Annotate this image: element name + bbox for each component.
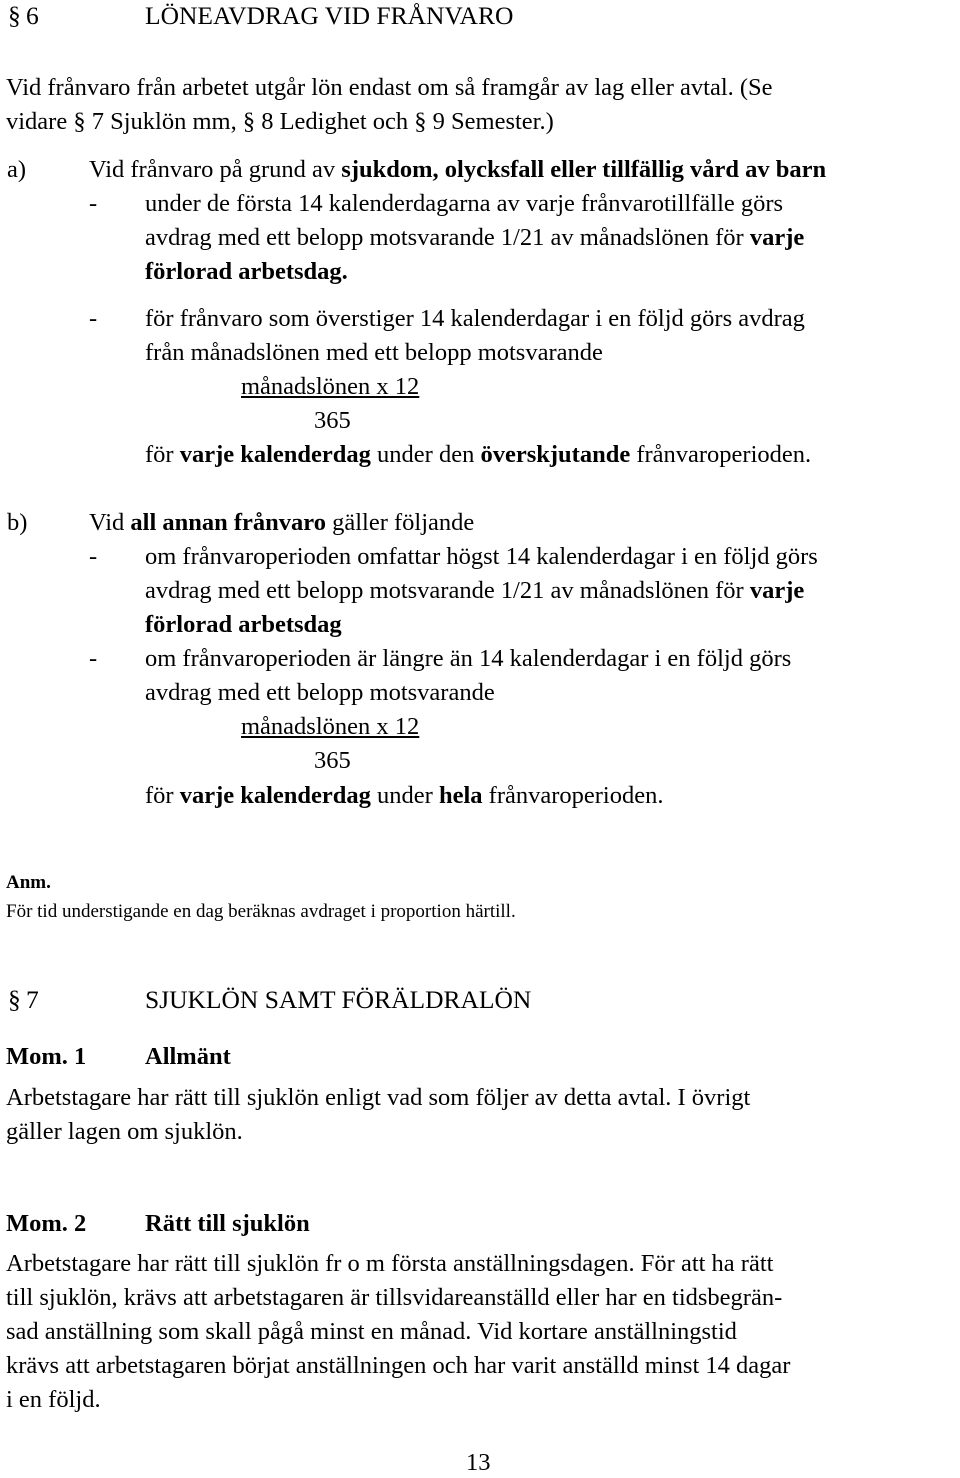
mom2-line-3: sad anställning som skall pågå minst en månad. Vid kortare anställningstid [6,1318,737,1345]
bold-text: varje kalenderdag [179,441,371,468]
item-b-d1-line-3 [145,610,342,640]
ref-sjuklon: 7 Sjuklön mm, [91,108,237,135]
item-b-line-1 [89,508,474,538]
bold-text: förlorad arbetsdag [145,611,342,638]
item-a-d1-line-2 [145,223,804,253]
item-a-marker: a) [7,156,27,183]
mom1-line-1: Arbetstagare har rätt till sjuklön enligt vad som följer av detta avtal. I övrigt [6,1084,751,1111]
text: för [145,782,180,809]
section-sign: § [73,108,86,135]
text: frånvaroperioden. [482,782,664,809]
section-sign: § [414,108,427,135]
formula-denominator: 365 [314,407,351,434]
text: för [145,441,180,468]
section-6-sign: § [8,1,21,30]
formula-denominator: 365 [314,747,351,774]
text: gäller följande [326,509,475,536]
bold-text: all annan frånvaro [130,509,326,536]
item-b-d2-line-5 [145,781,663,811]
item-a-line-1 [89,155,826,185]
ref-semester: 9 Semester.) [432,108,554,135]
anm-text: För tid understigande en dag beräknas avdraget i proportion härtill. [6,901,516,922]
item-a-d1-line-3 [145,257,348,287]
mom2-title [145,1209,310,1239]
section-6-number: 6 [26,1,39,30]
item-b-dash-2: - [89,645,98,672]
item-b-dash-1: - [89,543,98,570]
item-a-dash-2: - [89,305,98,332]
mom2-label [6,1209,86,1239]
bold-text: hela [438,782,483,809]
bold-text: varje kalenderdag [179,782,371,809]
text: frånvaroperioden. [630,441,812,468]
section-6-title: LÖNEAVDRAG VID FRÅNVARO [145,1,514,30]
bold-text: Rätt till sjuklön [145,1210,310,1237]
item-a-d1-line-1: under de första 14 kalenderdagarna av varje frånvarotillfälle görs [145,190,784,217]
intro-line-1: Vid frånvaro från arbetet utgår lön endast om så framgår av lag eller avtal. (Se [6,74,773,101]
item-a-d2-line-2: från månadslönen med ett belopp motsvarande [145,339,603,366]
mom1-line-2: gäller lagen om sjuklön. [6,1118,243,1145]
bold-text: överskjutande [480,441,631,468]
section-7-title: SJUKLÖN SAMT FÖRÄLDRALÖN [145,985,532,1014]
item-a-d1-bold-2: förlorad arbetsdag. [145,258,348,285]
item-b-marker: b) [7,509,28,536]
item-a-text: Vid frånvaro på grund av [89,156,342,183]
item-a-d2-line-5 [145,440,811,470]
formula-numerator: månadslönen x 12 [241,373,420,400]
page-number: 13 [466,1449,491,1476]
item-a-d1-bold: varje [749,224,805,251]
bold-text: Mom. 2 [6,1210,87,1237]
intro-line-2 [6,107,554,137]
mom1-label [6,1042,86,1072]
item-a-dash-1: - [89,190,98,217]
section-sign: § [242,108,256,135]
ref-ledighet: 8 Ledighet och [261,108,409,135]
anm-label [6,868,51,898]
section-7-number: 7 [26,985,39,1014]
bold-text: Anm. [6,872,51,893]
item-a-bold: sjukdom, olycksfall eller tillfällig vård av barn [341,156,827,183]
item-b-d1-line-2 [145,576,804,606]
mom2-line-2: till sjuklön, krävs att arbetstagaren är tillsvidareanställd eller har en tidsbegrän- [6,1284,783,1311]
mom1-title [145,1042,231,1072]
item-b-d1-line-1: om frånvaroperioden omfattar högst 14 kalenderdagar i en följd görs [145,543,818,570]
bold-text: varje [749,577,805,604]
item-b-d2-line-2: avdrag med ett belopp motsvarande [145,679,495,706]
mom2-line-5: i en följd. [6,1386,101,1413]
section-7-sign: § [8,985,21,1014]
intro-vidare: vidare [6,108,68,135]
formula-numerator: månadslönen x 12 [241,713,420,740]
item-a-d2-line-1: för frånvaro som överstiger 14 kalenderdagar i en följd görs avdrag [145,305,805,332]
text: under [370,782,439,809]
item-b-d2-line-1: om frånvaroperioden är längre än 14 kalenderdagar i en följd görs [145,645,792,672]
text: under den [370,441,481,468]
bold-text: Allmänt [145,1043,231,1070]
item-a-d1-text: avdrag med ett belopp motsvarande 1/21 av månadslönen för [145,224,750,251]
mom2-line-1: Arbetstagare har rätt till sjuklön fr o m första anställningsdagen. För att ha rätt [6,1250,774,1277]
mom2-line-4: krävs att arbetstagaren börjat anställningen och har varit anställd minst 14 dagar [6,1352,791,1379]
text: Vid [89,509,131,536]
text: avdrag med ett belopp motsvarande 1/21 av månadslönen för [145,577,750,604]
bold-text: Mom. 1 [6,1043,87,1070]
